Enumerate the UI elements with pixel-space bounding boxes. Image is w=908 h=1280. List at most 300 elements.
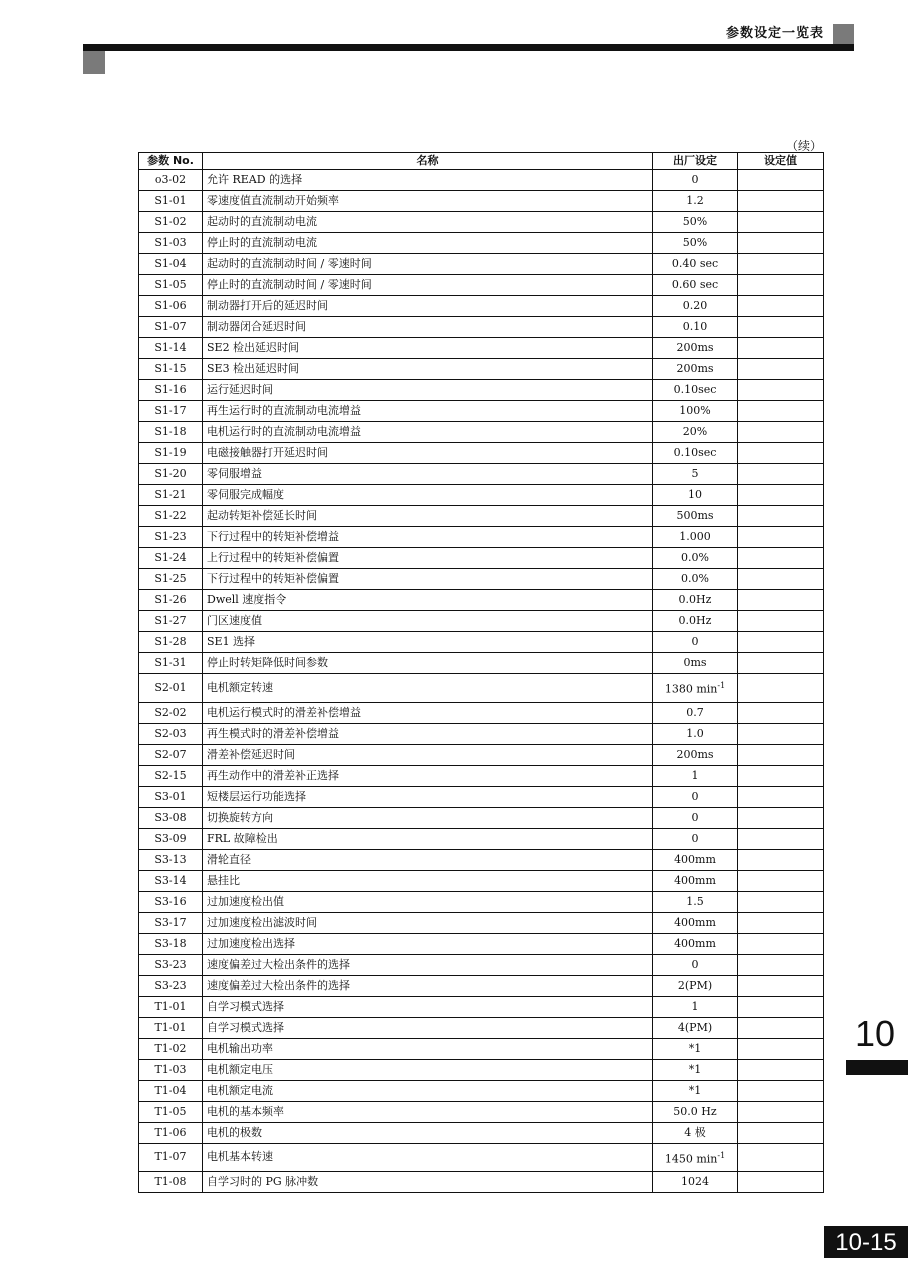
cell-setting[interactable] [738,1143,824,1172]
cell-default-text: 0.0Hz [678,614,712,627]
cell-param-no-text: T1-03 [154,1062,187,1076]
cell-default-text: 500ms [676,509,714,522]
cell-param-no-text: S1-06 [154,299,187,312]
cell-name-text: 速度偏差过大检出条件的选择 [207,957,350,971]
cell-param-no-text: T1-07 [154,1150,187,1164]
cell-setting[interactable] [738,359,824,380]
cell-setting[interactable] [738,296,824,317]
cell-name-text: 过加速度检出值 [207,894,284,908]
cell-param-no-text: S1-17 [154,404,187,417]
cell-name [203,1143,653,1172]
table-row [139,401,824,422]
cell-default-text: 1024 [681,1175,709,1189]
cell-name [203,464,653,485]
cell-default-text: 400mm [674,915,716,929]
cell-name [203,590,653,611]
cell-name-text: 制动器闭合延迟时间 [207,320,306,333]
cell-name-text: 速度偏差过大检出条件的选择 [207,978,350,992]
cell-default [653,975,738,996]
table-row [139,275,824,296]
cell-name-text: 门区速度值 [207,614,262,627]
cell-default [653,506,738,527]
cell-setting[interactable] [738,485,824,506]
cell-setting[interactable] [738,807,824,828]
cell-default [653,849,738,870]
cell-setting[interactable] [738,744,824,765]
cell-param-no-text: T1-02 [154,1041,187,1055]
cell-name-text: 电机额定转速 [207,680,273,694]
header-rule [83,44,854,51]
table-row [139,317,824,338]
cell-param-no [139,464,203,485]
cell-name-text: 起动时的直流制动时间 / 零速时间 [207,257,372,270]
cell-name [203,723,653,744]
cell-name [203,275,653,296]
header-param-no: 参数 No. [139,153,203,170]
cell-default [653,590,738,611]
cell-default [653,786,738,807]
cell-param-no-text: S2-03 [154,726,187,740]
cell-default [653,569,738,590]
cell-default-text: 1 [691,768,699,782]
cell-setting[interactable] [738,590,824,611]
cell-param-no [139,1017,203,1038]
cell-setting[interactable] [738,191,824,212]
table-row [139,170,824,191]
table-row [139,1059,824,1080]
cell-param-no [139,254,203,275]
table-row [139,485,824,506]
cell-name [203,233,653,254]
table-row [139,527,824,548]
cell-default-text: 0 [691,831,699,845]
unit-exponent: -1 [717,681,726,690]
cell-param-no-text: S1-02 [154,215,187,228]
cell-param-no [139,1143,203,1172]
cell-name [203,506,653,527]
cell-param-no [139,233,203,254]
table-row [139,912,824,933]
cell-setting[interactable] [738,828,824,849]
cell-name-text: 停止时的直流制动时间 / 零速时间 [207,278,372,291]
cell-name-text: 电机运行时的直流制动电流增益 [207,425,361,438]
cell-default [653,674,738,703]
cell-default-text: 0.0% [681,551,709,564]
cell-name [203,765,653,786]
cell-param-no [139,723,203,744]
cell-setting[interactable] [738,1122,824,1143]
cell-name-text: 悬挂比 [207,873,240,887]
table-row [139,828,824,849]
cell-setting[interactable] [738,954,824,975]
cell-default [653,996,738,1017]
cell-param-no [139,380,203,401]
cell-name-text: 再生动作中的滑差补正选择 [207,768,339,782]
cell-default-text: 400mm [674,873,716,887]
cell-default-text: 0ms [683,656,707,669]
cell-setting[interactable] [738,611,824,632]
cell-default [653,443,738,464]
cell-name [203,1172,653,1193]
cell-name-text: 过加速度检出选择 [207,936,295,950]
cell-name-text: 停止时的直流制动电流 [207,236,317,249]
cell-default [653,933,738,954]
cell-default-text: 0 [691,173,699,186]
chapter-number: 10 [855,1013,896,1054]
cell-setting[interactable] [738,1059,824,1080]
cell-param-no-text: S1-01 [154,194,187,207]
cell-default [653,233,738,254]
cell-setting[interactable] [738,891,824,912]
cell-default [653,912,738,933]
cell-param-no [139,674,203,703]
cell-name-text: 下行过程中的转矩补偿增益 [207,530,339,543]
cell-name [203,933,653,954]
cell-default-text: 0.7 [686,705,704,719]
cell-name-text: 电机的基本频率 [207,1104,284,1118]
cell-param-no-text: S1-19 [154,446,187,459]
cell-default [653,527,738,548]
cell-default-text: 1.2 [686,194,704,207]
continued-label: （续） [785,139,822,153]
table-row [139,359,824,380]
cell-name-text: 再生运行时的直流制动电流增益 [207,404,361,417]
cell-default [653,254,738,275]
cell-param-no [139,296,203,317]
cell-param-no-text: S1-22 [154,509,187,522]
cell-name-text: 零速度值直流制动开始频率 [207,194,339,207]
cell-setting[interactable] [738,1172,824,1193]
cell-param-no [139,828,203,849]
cell-setting[interactable] [738,912,824,933]
cell-default [653,401,738,422]
cell-setting[interactable] [738,401,824,422]
table-row [139,1038,824,1059]
cell-default-text: 0 [691,810,699,824]
cell-default-text: 1.0 [686,726,704,740]
cell-param-no [139,975,203,996]
cell-param-no-text: S3-23 [154,978,187,992]
cell-setting[interactable] [738,996,824,1017]
cell-param-no-text: S3-16 [154,894,187,908]
cell-name [203,912,653,933]
page-header-title: 参数设定一览表 [725,26,824,41]
table-row [139,296,824,317]
cell-name [203,653,653,674]
cell-name-text: 电机额定电压 [207,1062,273,1076]
cell-name-text: 电磁接触器打开延迟时间 [207,446,328,459]
cell-param-no-text: S2-01 [154,680,187,694]
cell-name [203,674,653,703]
header-default: 出厂设定 [653,153,738,170]
table-row [139,1122,824,1143]
cell-setting[interactable] [738,170,824,191]
cell-setting[interactable] [738,702,824,723]
cell-param-no-text: S2-02 [154,705,187,719]
cell-param-no [139,1059,203,1080]
cell-param-no [139,912,203,933]
table-row [139,807,824,828]
cell-default [653,702,738,723]
cell-name [203,548,653,569]
cell-param-no-text: S3-08 [154,810,187,824]
cell-name [203,702,653,723]
cell-setting[interactable] [738,506,824,527]
cell-param-no [139,954,203,975]
cell-default [653,744,738,765]
cell-param-no [139,170,203,191]
table-row [139,954,824,975]
cell-default [653,891,738,912]
cell-name [203,1017,653,1038]
cell-setting[interactable] [738,723,824,744]
cell-param-no [139,1122,203,1143]
cell-name [203,786,653,807]
cell-default-text: 5 [691,467,699,480]
cell-default-text: 50% [682,236,708,249]
cell-default [653,1122,738,1143]
table-row [139,632,824,653]
cell-default [653,1172,738,1193]
cell-default [653,1038,738,1059]
cell-default [653,870,738,891]
cell-setting[interactable] [738,464,824,485]
cell-param-no-text: S1-15 [154,362,187,375]
table-row [139,1101,824,1122]
cell-param-no [139,569,203,590]
cell-default-text: 1.000 [679,530,711,543]
table-row [139,1172,824,1193]
cell-default-text: 10 [688,488,702,501]
cell-setting[interactable] [738,569,824,590]
cell-setting[interactable] [738,527,824,548]
cell-name-text: 电机运行模式时的滑差补偿增益 [207,705,361,719]
table-row [139,380,824,401]
cell-param-no [139,443,203,464]
cell-name-text: 再生模式时的滑差补偿增益 [207,726,339,740]
cell-param-no-text: T1-06 [154,1125,187,1139]
cell-setting[interactable] [738,443,824,464]
cell-default [653,380,738,401]
table-row [139,996,824,1017]
table-row [139,506,824,527]
cell-default [653,1080,738,1101]
table-row [139,1143,824,1172]
table-row [139,723,824,744]
cell-default-text: 50% [682,215,708,228]
cell-setting[interactable] [738,870,824,891]
table-row [139,422,824,443]
header-name: 名称 [203,153,653,170]
cell-name [203,807,653,828]
cell-default [653,338,738,359]
cell-default [653,464,738,485]
cell-name [203,744,653,765]
cell-param-no-text: S3-23 [154,957,187,971]
table-header-row [139,153,824,170]
cell-name-text: SE2 检出延迟时间 [207,341,300,354]
cell-name-text: 滑差补偿延迟时间 [207,747,295,761]
cell-default-text: 20% [682,425,708,438]
cell-param-no [139,422,203,443]
cell-name [203,569,653,590]
table-row [139,702,824,723]
cell-setting[interactable] [738,380,824,401]
cell-name-text: SE3 检出延迟时间 [207,362,300,375]
cell-setting[interactable] [738,233,824,254]
cell-param-no-text: S1-26 [154,593,187,606]
cell-param-no-text: S1-20 [154,467,187,480]
table-row [139,254,824,275]
cell-setting[interactable] [738,275,824,296]
cell-param-no [139,702,203,723]
table-row [139,191,824,212]
cell-name-text: 自学习时的 PG 脉冲数 [207,1175,319,1189]
cell-name [203,359,653,380]
cell-default-text: *1 [688,1083,702,1097]
header-square-left [83,51,105,74]
table-row [139,975,824,996]
cell-param-no-text: T1-05 [154,1104,187,1118]
header-square-right [833,24,854,45]
cell-setting[interactable] [738,975,824,996]
table-row [139,212,824,233]
cell-name [203,485,653,506]
cell-name-text: FRL 故障检出 [207,831,278,845]
cell-param-no-text: S1-25 [154,572,187,585]
cell-setting[interactable] [738,765,824,786]
table-row [139,569,824,590]
cell-name [203,254,653,275]
cell-param-no-text: S1-23 [154,530,187,543]
cell-name-text: 上行过程中的转矩补偿偏置 [207,551,339,564]
cell-default-text: 0 [691,789,699,803]
cell-setting[interactable] [738,254,824,275]
cell-default [653,807,738,828]
cell-setting[interactable] [738,632,824,653]
cell-setting[interactable] [738,548,824,569]
table-row [139,548,824,569]
cell-param-no-text: o3-02 [154,173,187,186]
cell-setting[interactable] [738,786,824,807]
table-row [139,891,824,912]
cell-setting[interactable] [738,849,824,870]
cell-param-no [139,653,203,674]
cell-default [653,191,738,212]
cell-name [203,849,653,870]
cell-default [653,1059,738,1080]
cell-name [203,212,653,233]
cell-param-no [139,401,203,422]
cell-setting[interactable] [738,1017,824,1038]
cell-name [203,443,653,464]
cell-setting[interactable] [738,933,824,954]
cell-param-no [139,870,203,891]
table-row [139,674,824,703]
unit-exponent: -1 [717,1150,726,1160]
cell-default [653,1017,738,1038]
cell-param-no-text: S2-07 [154,747,187,761]
cell-default-text: 0.60 sec [671,278,719,291]
cell-default [653,296,738,317]
cell-default-text: 1450 min [664,1152,718,1166]
cell-param-no-text: T1-04 [154,1083,187,1097]
table-row [139,653,824,674]
cell-param-no-text: S1-27 [154,614,187,627]
cell-default-text: 0.0Hz [678,593,712,606]
cell-param-no [139,891,203,912]
cell-param-no-text: S2-15 [154,768,187,782]
cell-setting[interactable] [738,338,824,359]
cell-name [203,422,653,443]
cell-name-text: 制动器打开后的延迟时间 [207,299,328,312]
cell-param-no-text: S1-07 [154,320,187,333]
table-row [139,233,824,254]
table-row [139,870,824,891]
cell-default [653,828,738,849]
table-row [139,786,824,807]
cell-name [203,828,653,849]
cell-param-no-text: S1-31 [154,656,187,669]
cell-default-text: 400mm [674,852,716,866]
table-row [139,590,824,611]
cell-default [653,611,738,632]
cell-setting[interactable] [738,1038,824,1059]
cell-name [203,317,653,338]
cell-default-text: 4(PM) [677,1020,713,1034]
cell-param-no-text: S1-24 [154,551,187,564]
cell-setting[interactable] [738,674,824,703]
cell-default [653,1143,738,1172]
cell-default-text: 200ms [676,747,714,761]
cell-param-no [139,744,203,765]
cell-name [203,296,653,317]
cell-param-no-text: S3-18 [154,936,187,950]
cell-name-text: 切换旋转方向 [207,810,273,824]
table-row [139,1080,824,1101]
cell-name [203,1080,653,1101]
cell-setting[interactable] [738,653,824,674]
cell-param-no [139,1080,203,1101]
cell-default-text: 0.10 [682,320,708,333]
cell-setting[interactable] [738,1101,824,1122]
cell-name [203,380,653,401]
cell-setting[interactable] [738,422,824,443]
cell-name [203,1122,653,1143]
cell-name-text: 零伺服完成幅度 [207,488,284,501]
cell-setting[interactable] [738,317,824,338]
cell-name [203,1059,653,1080]
header-setting: 设定值 [738,153,824,170]
cell-name-text: 起动时的直流制动电流 [207,215,317,228]
cell-name-text: 电机输出功率 [207,1041,273,1055]
cell-param-no [139,506,203,527]
cell-default [653,723,738,744]
cell-param-no [139,996,203,1017]
cell-name-text: 短楼层运行功能选择 [207,789,306,803]
cell-param-no-text: S1-04 [154,257,187,270]
cell-param-no-text: S1-18 [154,425,187,438]
cell-name [203,170,653,191]
cell-name-text: 运行延迟时间 [207,383,273,396]
table-row [139,849,824,870]
cell-param-no-text: S3-13 [154,852,187,866]
cell-setting[interactable] [738,212,824,233]
cell-param-no [139,338,203,359]
cell-setting[interactable] [738,1080,824,1101]
cell-param-no [139,191,203,212]
cell-name-text: 电机的极数 [207,1125,262,1139]
